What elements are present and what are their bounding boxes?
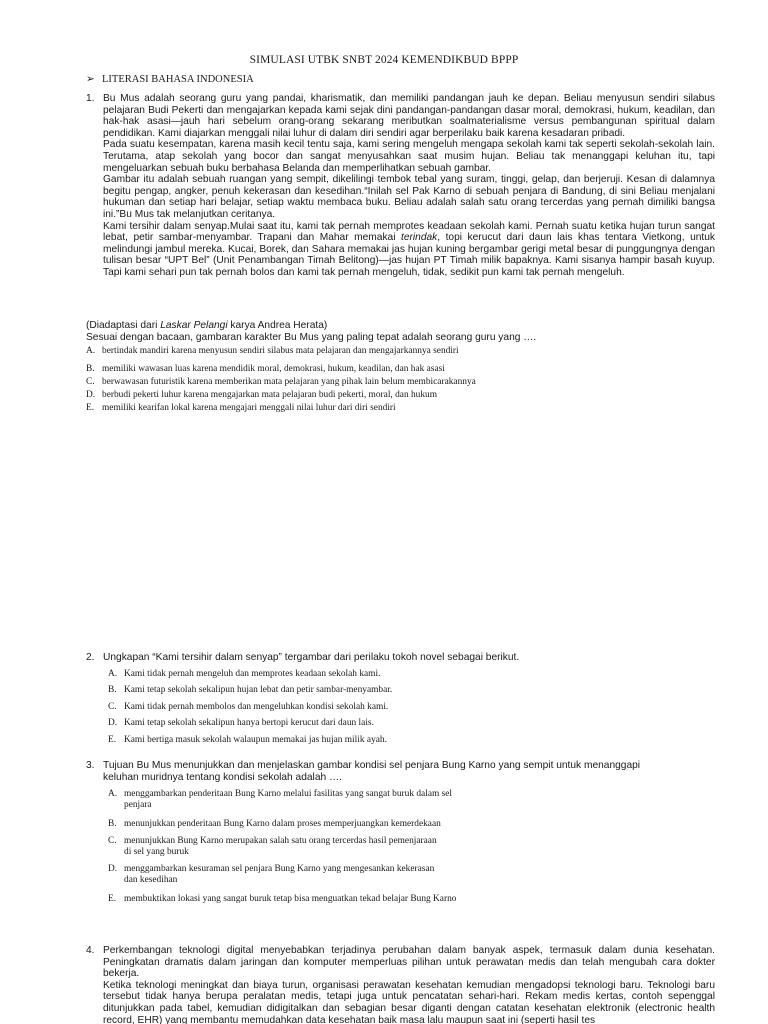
question-4-number: 4. <box>86 945 95 956</box>
section-label: LITERASI BAHASA INDONESIA <box>102 74 254 85</box>
question-4-paragraph-1: Perkembangan teknologi digital menyebabkan terjadinya perubahan dalam banyak aspek, termasuk dalam dunia kesehatan. Peningkatan dramatis dalam jaringan dan komputer memperluas pilihan untuk perawatan medis dan telah mengubah cara dokter bekerja. <box>103 945 715 980</box>
question-4-paragraph-2: Ketika teknologi meningkat dan biaya turun, organisasi perawatan kesehatan kemudian mengadopsi teknologi baru. Teknologi baru tersebut tidak hanya berupa peralatan medis, tetapi juga untuk pencatatan sehari-hari. Rekam medis kertas, contoh sepenggal ditunjukkan pada tabel, kemudian didigitalkan dan sebagian besar diganti dengan catatan kesehatan elektronik (electronic health record, EHR) yang membantu memudahkan data kesehatan baik masa lalu maupun saat ini (seperti hasil tes <box>103 979 715 1024</box>
question-2-number: 2. <box>86 652 95 663</box>
question-3-prompt-line-2: keluhan muridnya tentang kondisi sekolah adalah …. <box>103 772 342 783</box>
section-heading <box>86 73 254 85</box>
passage-paragraph-1: Bu Mus adalah seorang guru yang pandai, kharismatik, dan memiliki pandangan jauh ke depan. Beliau menyusun sendiri silabus pelajaran Budi Pekerti dan mengajarkan kepada kami sejak dini pandangan-pandangan dasar moral, demokrasi, hukum, keadilan, dan hak-hak asasi—jauh hari sebelum orang-orang sekarang meributkan soalmaterialisme versus pembangunan spiritual dalam pendidikan. Kami diajarkan menggali nilai luhur di dalam diri sendiri agar berperilaku baik karena kesadaran pribadi. <box>103 93 715 139</box>
question-1-passage <box>103 93 715 279</box>
arrow-bullet-icon: ➢ <box>86 74 95 85</box>
passage-paragraph-2: Pada suatu kesempatan, karena masih kecil tentu saja, kami sering mengeluh mengapa sekolah kami tak seperti sekolah-sekolah lain. Terutama, atap sekolah yang bocor dan sangat menyusahkan saat musim hujan. Beliau tak menanggapi keluhan itu, tapi mengeluarkan sebuah buku berbahasa Belanda dan memperlihatkan sebuah gambar. <box>103 139 715 174</box>
page-title: SIMULASI UTBK SNBT 2024 KEMENDIKBUD BPPP <box>249 54 519 66</box>
question-1-number: 1. <box>86 93 95 104</box>
document-page: SIMULASI UTBK SNBT 2024 KEMENDIKBUD BPPP ➢ LITERASI BAHASA INDONESIA 1. Bu Mus adalah seorang guru yang pandai, kharismatik, dan memiliki pandangan jauh ke depan. Beliau menyusun sendiri silabus pelajaran Budi Pekerti dan mengajarkan kepada kami sejak dini pandangan-pandangan dasar moral, demokrasi, hukum, keadilan, dan hak-hak asasi—jauh hari sebelum orang-orang sekarang meributkan soalmaterialisme versus pembangunan spiritual dalam pendidikan. Kami diajarkan menggali nilai luhur di dalam diri sendiri agar berperilaku baik karena kesadaran pribadi. Pada suatu kesempatan, karena masih kecil tentu saja, kami sering mengeluh mengapa sekolah kami tak seperti sekolah-sekolah lain. Terutama, atap sekolah yang bocor dan sangat menyusahkan saat musim hujan. Beliau tak menanggapi keluhan itu, tapi mengeluarkan sebuah buku berbahasa Belanda dan memperlihatkan sebuah gambar. Gambar itu adalah sebuah ruangan yang sempit, dikelilingi tembok tebal yang suram, tinggi, gelap, dan berjeruji. Kesan di dalamnya begitu pengap, angker, penuh kekerasan dan kesedihan.“Inilah sel Pak Karno di sebuah penjara di Bandung, di sini Beliau menjalani hukuman dan setiap hari belajar, setiap waktu membaca buku. Beliau adalah salah satu orang tercerdas yang pernah dimiliki bangsa ini.”Bu Mus tak melanjutkan ceritanya. Kami tersihir dalam senyap.Mulai saat itu, kami tak pernah memprotes keadaan sekolah kami. Pernah suatu ketika hujan turun sangat lebat, petir sambar-menyambar. Trapani dan Mahar memakai terindak, topi kerucut dari daun lais khas tentara Vietkong, untuk melindungi jambul mereka. Kucai, Borek, dan Sahara memakai jas hujan kuning bergambar gerigi metal besar di punggungnya dengan tulisan besar “UPT Bel” (Unit Penambangan Timah Belitong)—jas hujan PT Timah milik bapaknya. Kami sisanya hampir basah kuyup. Tapi kami sehari pun tak pernah bolos dan kami tak pernah mengeluh, tidak, sedikit pun kami tak pernah mengeluh. (Diadaptasi dari Laskar Pelangi karya Andrea Herata) Sesuai dengan bacaan, gambaran karakter Bu Mus yang paling tepat adalah seorang guru yang …. A. bertindak mandiri karena menyusun sendiri silabus mata pelajaran dan mengajarkannya sendiri B. memiliki wawasan luas karena mendidik moral, demokrasi, hukum, keadilan, dan hak asasi C. berwawasan futuristik karena memberikan mata pelajaran yang pihak lain belum membicarakannya D. berbudi pekerti luhur karena mengajarkan mata pelajaran budi pekerti, moral, dan hukum E. memiliki kearifan lokal karena mengajari menggali nilai luhur dari diri sendiri 2. Ungkapan “Kami tersihir dalam senyap” tergambar dari perilaku tokoh novel sebagai berikut. A. Kami tidak pernah mengeluh dan memprotes keadaan sekolah kami. B. Kami tetap sekolah sekalipun hujan lebat dan petir sambar-menyambar. C. Kami tidak pernah membolos dan mengeluhkan kondisi sekolah kami. D. Kami tetap sekolah sekalipun hanya bertopi kerucut dari daun lais. E. Kami bertiga masuk sekolah walaupun memakai jas hujan milik ayah. 3. Tujuan Bu Mus menunjukkan dan menjelaskan gambar kondisi sel penjara Bung Karno yang sempit untuk menanggapi keluhan muridnya tentang kondisi sekolah adalah …. A. menggambarkan penderitaan Bung Karno melalui fasilitas yang sangat buruk dalam sel penjara B. menunjukkan penderitaan Bung Karno dalam proses memperjuangkan kemerdekaan C. menunjukkan Bung Karno merupakan salah satu orang tercerdas hasil pemenjaraan di sel yang buruk D. menggambarkan kesuraman sel penjara Bung Karno yang mengesankan kekerasan dan kesedihan E. membuktikan lokasi yang sangat buruk tetap bisa menguatkan tekad belajar Bung Karno 4. Perkembangan teknologi digital menyebabkan terjadinya perubahan dalam banyak aspek, termasuk dalam dunia kesehatan. Peningkatan dramatis dalam jaringan dan komputer memperluas pilihan untuk perawatan medis dan telah mengubah cara dokter bekerja. Ketika teknologi meningkat dan biaya turun, organisasi perawatan kesehatan kemudian mengadopsi teknologi baru. Teknologi baru tersebut tidak hanya berupa peralatan medis, tetapi juga untuk pencatatan sehari-hari. Rekam medis kertas, contoh sepenggal ditunjukkan pada tabel, kemudian didigitalkan dan sebagian besar diganti dengan catatan kesehatan elektronik (electronic health record, EHR) yang membantu memudahkan data kesehatan baik masa lalu maupun saat ini (seperti hasil tes <box>0 0 768 1024</box>
question-2-prompt: Ungkapan “Kami tersihir dalam senyap” tergambar dari perilaku tokoh novel sebagai berikut. <box>103 652 520 663</box>
question-3-number: 3. <box>86 760 95 771</box>
question-3-prompt-line-1: Tujuan Bu Mus menunjukkan dan menjelaskan gambar kondisi sel penjara Bung Karno yang sempit untuk menanggapi <box>103 760 641 771</box>
question-1-prompt: Sesuai dengan bacaan, gambaran karakter Bu Mus yang paling tepat adalah seorang guru yang …. <box>86 332 537 343</box>
passage-source: (Diadaptasi dari Laskar Pelangi karya Andrea Herata) <box>86 320 328 331</box>
passage-paragraph-4: Kami tersihir dalam senyap.Mulai saat itu, kami tak pernah memprotes keadaan sekolah kami. Pernah suatu ketika hujan turun sangat lebat, petir sambar-menyambar. Trapani dan Mahar memakai terindak, topi kerucut dari daun lais khas tentara Vietkong, untuk melindungi jambul mereka. Kucai, Borek, dan Sahara memakai jas hujan kuning bergambar gerigi metal besar di punggungnya dengan tulisan besar “UPT Bel” (Unit Penambangan Timah Belitong)—jas hujan PT Timah milik bapaknya. Kami sisanya hampir basah kuyup. Tapi kami sehari pun tak pernah bolos dan kami tak pernah mengeluh, tidak, sedikit pun kami tak pernah mengeluh. <box>103 220 715 278</box>
passage-paragraph-3: Gambar itu adalah sebuah ruangan yang sempit, dikelilingi tembok tebal yang suram, tinggi, gelap, dan berjeruji. Kesan di dalamnya begitu pengap, angker, penuh kekerasan dan kesedihan.“Inilah sel Pak Karno di sebuah penjara di Bandung, di sini Beliau menjalani hukuman dan setiap hari belajar, setiap waktu membaca buku. Beliau adalah salah satu orang tercerdas yang pernah dimiliki bangsa ini.”Bu Mus tak melanjutkan ceritanya. <box>103 174 715 220</box>
question-4-passage <box>103 945 715 1024</box>
